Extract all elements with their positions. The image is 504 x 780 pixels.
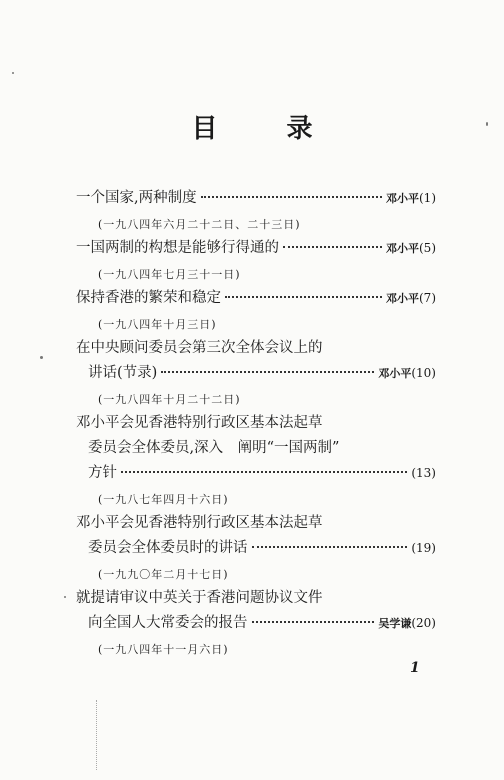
toc-entry-title: 一国两制的构想是能够行得通的 (76, 240, 279, 256)
toc-entry-page: (7) (419, 291, 436, 305)
toc-entry-title: 向全国人大常委会的报告 (88, 615, 248, 631)
toc-entry-line[interactable] (76, 236, 436, 261)
toc-entry-title: 委员会全体委员时的讲话 (88, 540, 248, 556)
toc-entry-page: (10) (411, 366, 436, 380)
toc-entry-author: 邓小平 (378, 367, 412, 380)
toc-entry-author: 邓小平 (386, 192, 419, 205)
toc-entry-page: (20) (411, 616, 436, 630)
toc-entry-line[interactable] (76, 436, 436, 461)
toc-entry-author: 吴学谦 (378, 617, 412, 630)
toc-entry-page: (19) (411, 541, 436, 555)
scan-speck (12, 72, 14, 74)
toc-entry-title: 一个国家,两种制度 (76, 190, 197, 206)
toc-entry-title: 保持香港的繁荣和稳定 (76, 290, 221, 306)
toc-entry-line[interactable] (76, 286, 436, 311)
scan-speck (64, 596, 66, 598)
toc-entry-date: (一九八四年十月三日) (98, 317, 217, 331)
page-number: 1 (410, 660, 420, 676)
toc-entry-line[interactable] (76, 411, 436, 436)
toc-entry-date: (一九八四年六月二十二日、二十三日) (98, 217, 301, 231)
toc-entry-title: 讲话(节录) (88, 365, 158, 381)
toc-entry-date: (一九八七年四月十六日) (98, 492, 229, 506)
dot-leader (252, 546, 408, 548)
toc-entry-title: 邓小平会见香港特别行政区基本法起草 (76, 515, 323, 531)
toc-entry-page: (5) (419, 241, 436, 255)
toc-entry-date: (一九九〇年二月十七日) (98, 567, 229, 581)
page-title: 目 录 (191, 114, 343, 144)
scan-edge-line (96, 700, 98, 770)
dot-leader (252, 621, 375, 623)
toc-entry-date: (一九八四年十月二十二日) (98, 392, 241, 406)
toc-entry-page: (13) (411, 466, 436, 480)
toc-entry-author: 邓小平 (386, 242, 419, 255)
dot-leader (225, 296, 382, 298)
toc-entry-title: 邓小平会见香港特别行政区基本法起草 (76, 415, 323, 431)
toc-entry-date: (一九八四年十一月六日) (98, 642, 229, 656)
dot-leader (201, 196, 382, 198)
toc-entry-title: 委员会全体委员,深入 阐明“一国两制” (88, 440, 340, 456)
toc-entry-line[interactable] (76, 586, 436, 611)
scan-speck (486, 122, 488, 126)
toc-entry-line[interactable] (76, 536, 436, 561)
toc-entry-title: 就提请审议中英关于香港问题协议文件 (76, 590, 323, 606)
dot-leader (283, 246, 382, 248)
toc-entry-page: (1) (419, 191, 436, 205)
toc-entry-line[interactable] (76, 611, 436, 636)
toc-entry-line[interactable] (76, 186, 436, 211)
dot-leader (161, 371, 374, 373)
table-of-contents (76, 186, 436, 661)
toc-entry-title: 在中央顾问委员会第三次全体会议上的 (76, 340, 323, 356)
dot-leader (121, 471, 407, 473)
toc-entry-line[interactable] (76, 511, 436, 536)
toc-entry-author: 邓小平 (386, 292, 419, 305)
toc-entry-line[interactable] (76, 361, 436, 386)
toc-entry-line[interactable] (76, 461, 436, 486)
toc-entry-title: 方针 (88, 465, 117, 481)
scan-speck (40, 356, 43, 359)
toc-entry-date: (一九八四年七月三十一日) (98, 267, 241, 281)
toc-entry-line[interactable] (76, 336, 436, 361)
